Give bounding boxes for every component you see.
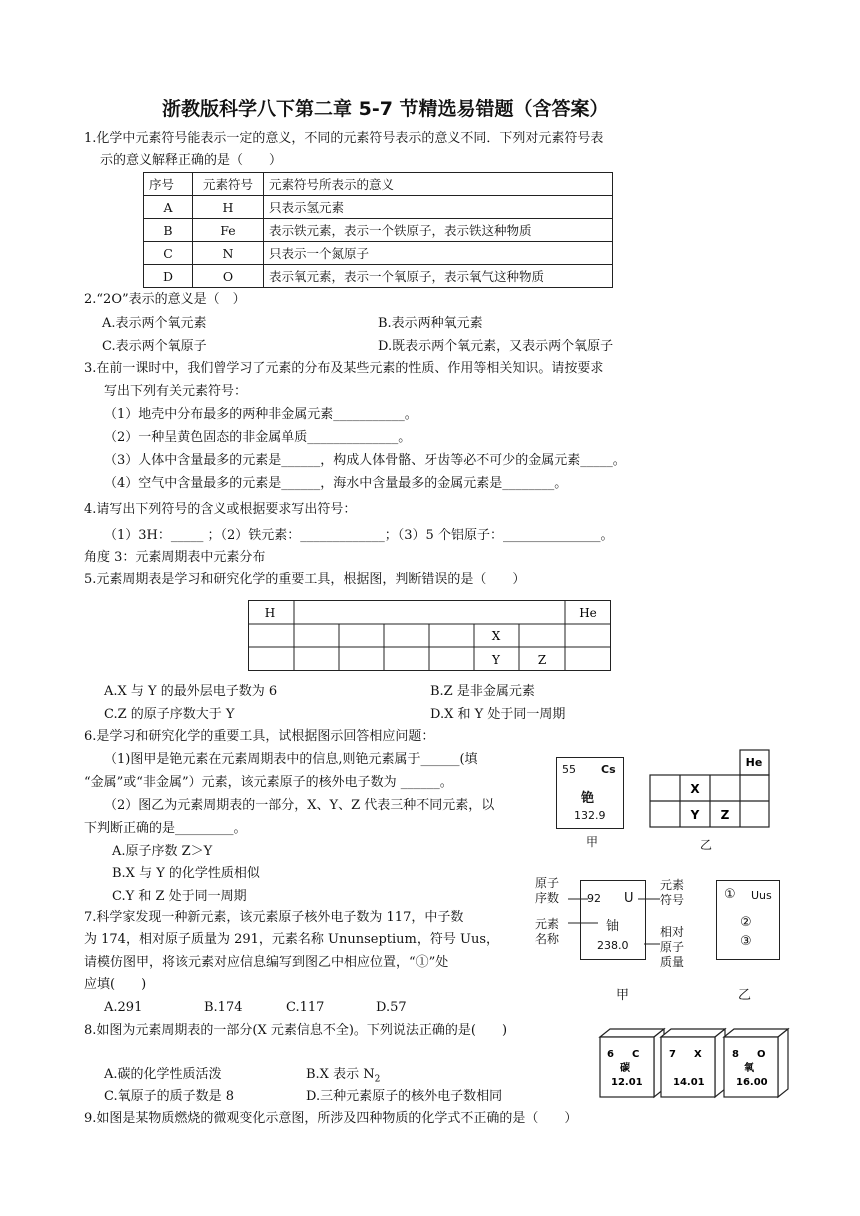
cell-he: He	[745, 756, 763, 769]
table-cell: D	[144, 265, 193, 288]
q2-option-d: D.既表示两个氧元素，又表示两个氧原子	[378, 339, 614, 354]
table-cell: 表示铁元素，表示一个铁原子，表示铁这种物质	[264, 219, 613, 242]
blank-mass-marker: ③	[740, 934, 752, 949]
q5-periodic-table	[248, 600, 612, 672]
cube-name: 氧	[744, 1063, 754, 1074]
q7-option-b: B.174	[204, 1000, 243, 1015]
cell-z: Z	[720, 808, 730, 822]
q6-option-c: C.Y 和 Z 处于同一周期	[112, 889, 247, 904]
blank-name-marker: ②	[740, 915, 752, 930]
q5-stem: 5.元素周期表是学习和研究化学的重要工具，根据图，判断错误的是（ ）	[84, 572, 526, 587]
q7-option-c: C.117	[286, 1000, 325, 1015]
table-cell: O	[193, 265, 264, 288]
q8-element-cubes	[594, 1025, 812, 1099]
cube-number: 6	[607, 1049, 614, 1060]
q7-stem-line1: 7.科学家发现一种新元素，该元素原子核外电子数为 117，中子数	[84, 910, 464, 925]
cube-mass: 12.01	[611, 1077, 643, 1088]
uus-element-card	[716, 880, 780, 960]
q6-sub1-line2: “金属”或“非金属”）元素，该元素原子的核外电子数为 ______。	[84, 775, 453, 790]
element-name: 铀	[606, 919, 620, 934]
cube-mass: 16.00	[736, 1077, 768, 1088]
figure-caption: 乙	[700, 838, 713, 852]
q5-option-b: B.Z 是非金属元素	[430, 684, 535, 699]
blank-number-marker: ①	[724, 887, 736, 902]
cell-y: Y	[690, 808, 700, 822]
cube-name: 碳	[620, 1063, 630, 1074]
q7-stem-line3: 请模仿图甲，将该元素对应信息编写到图乙中相应位置，“①”处	[84, 955, 449, 970]
q5-cell-z: Z	[537, 653, 547, 667]
figure-caption: 甲	[616, 988, 630, 1003]
table-cell: H	[193, 196, 264, 219]
q2-stem: 2.“2O”表示的意义是（ ）	[84, 292, 246, 307]
q2-option-b: B.表示两种氧元素	[378, 316, 483, 331]
q5-option-a: A.X 与 Y 的最外层电子数为 6	[104, 684, 278, 699]
atomic-number: 92	[587, 892, 601, 905]
q5-option-d: D.X 和 Y 处于同一周期	[430, 707, 566, 722]
q6-option-a: A.原子序数 Z＞Y	[112, 844, 213, 859]
atomic-mass: 238.0	[597, 939, 629, 952]
q7-stem-line2: 为 174，相对原子质量为 291，元素名称 Ununseptium，符号 Uus，	[84, 932, 499, 947]
q2-option-c: C.表示两个氧原子	[102, 339, 207, 354]
cube-number: 7	[669, 1049, 676, 1060]
figure-caption: 乙	[738, 988, 752, 1003]
q3-sub1: （1）地壳中分布最多的两种非金属元素___________。	[104, 407, 418, 422]
q2-option-a: A.表示两个氧元素	[102, 316, 207, 331]
table-row	[144, 265, 613, 288]
q8-option-b: B.X 表示 $N_2$	[306, 1067, 381, 1085]
section-heading: 角度 3：元素周期表中元素分布	[84, 550, 266, 565]
q9-stem: 9.如图是某物质燃烧的微观变化示意图，所涉及四种物质的化学式不正确的是（ ）	[84, 1111, 578, 1126]
table-row	[144, 242, 613, 265]
table-cell: Fe	[193, 219, 264, 242]
table-row	[144, 219, 613, 242]
q7-option-a: A.291	[104, 1000, 143, 1015]
q1-table	[143, 172, 613, 288]
cube-number: 8	[732, 1049, 739, 1060]
q5-cell-he: He	[579, 606, 597, 620]
q3-sub4: （4）空气中含量最多的元素是______，海水中含量最多的金属元素是________。	[104, 476, 568, 491]
table-cell: 表示氧元素，表示一个氧原子，表示氧气这种物质	[264, 265, 613, 288]
q1-stem-line1: 1.化学中元素符号能表示一定的意义，不同的元素符号表示的意义不同．下列对元素符号表	[84, 131, 604, 146]
element-symbol: U	[624, 891, 634, 906]
figure-caption: 甲	[586, 835, 599, 849]
label-atomic-number: 原子 序数	[535, 876, 560, 905]
cell-x: X	[690, 782, 700, 796]
element-symbol: Uus	[751, 889, 772, 902]
cube-symbol: X	[694, 1049, 702, 1060]
q4-stem: 4.请写出下列符号的含义或根据要求写出符号：	[84, 502, 357, 517]
page-title: 浙教版科学八下第二章 5-7 节精选易错题（含答案）	[162, 98, 609, 120]
table-cell: A	[144, 196, 193, 219]
table-header-row	[144, 173, 613, 196]
table-cell: B	[144, 219, 193, 242]
q3-stem-line2: 写出下列有关元素符号：	[104, 384, 248, 399]
element-symbol: Cs	[601, 763, 616, 776]
q7-option-d: D.57	[376, 1000, 407, 1015]
q1-stem-line2: 示的意义解释正确的是（ ）	[100, 153, 283, 168]
cube-symbol: O	[757, 1049, 766, 1060]
q8-option-d: D.三种元素原子的核外电子数相同	[306, 1089, 503, 1104]
label-element-name: 元素 名称	[535, 917, 560, 946]
label-atomic-mass: 相对 原子 质量	[660, 925, 685, 969]
q7-label-pointers	[560, 880, 660, 950]
table-header: 序号	[144, 173, 193, 196]
atomic-number: 55	[562, 763, 576, 776]
table-row	[144, 196, 613, 219]
q8-option-a: A.碳的化学性质活泼	[104, 1067, 222, 1082]
table-cell: N	[193, 242, 264, 265]
q6-option-b: B.X 与 Y 的化学性质相似	[112, 866, 260, 881]
element-name: 铯	[581, 791, 595, 806]
cesium-element-card	[556, 757, 624, 829]
cube-mass: 14.01	[673, 1077, 705, 1088]
q6-partial-periodic-table	[649, 749, 771, 829]
label-element-symbol: 元素 符号	[660, 878, 685, 907]
table-header: 元素符号所表示的意义	[264, 173, 613, 196]
q3-sub3: （3）人体中含量最多的元素是______，构成人体骨骼、牙齿等必不可少的金属元素_____。	[104, 453, 626, 468]
q8-option-c: C.氧原子的质子数是 8	[104, 1089, 235, 1104]
q3-sub2: （2）一种呈黄色固态的非金属单质______________。	[104, 430, 412, 445]
table-cell: 只表示氢元素	[264, 196, 613, 219]
q5-cell-y: Y	[492, 653, 500, 667]
q7-stem-line4: 应填( )	[84, 977, 147, 992]
cube-symbol: C	[632, 1049, 640, 1060]
q5-cell-h: H	[264, 606, 276, 620]
q6-stem: 6.是学习和研究化学的重要工具，试根据图示回答相应问题：	[84, 729, 435, 744]
q4-parts: （1）3H：_____ ；（2）铁元素：_____________；（3）5 个铝原子：_______________。	[104, 528, 614, 543]
atomic-mass: 132.9	[574, 809, 606, 822]
q6-sub2-line1: （2）图乙为元素周期表的一部分，X、Y、Z 代表三种不同元素，以	[104, 798, 495, 813]
q8-stem: 8.如图为元素周期表的一部分(X 元素信息不全)。下列说法正确的是( )	[84, 1023, 508, 1038]
q5-cell-x: X	[491, 629, 501, 643]
table-cell: C	[144, 242, 193, 265]
q6-sub1-line1: （1)图甲是铯元素在元素周期表中的信息,则铯元素属于______(填	[104, 752, 478, 767]
q3-stem-line1: 3.在前一课时中，我们曾学习了元素的分布及某些元素的性质、作用等相关知识。请按要求	[84, 361, 604, 376]
table-cell: 只表示一个氮原子	[264, 242, 613, 265]
q6-sub2-line2: 下判断正确的是_________。	[84, 821, 247, 836]
table-header: 元素符号	[193, 173, 264, 196]
q5-option-c: C.Z 的原子序数大于 Y	[104, 707, 235, 722]
